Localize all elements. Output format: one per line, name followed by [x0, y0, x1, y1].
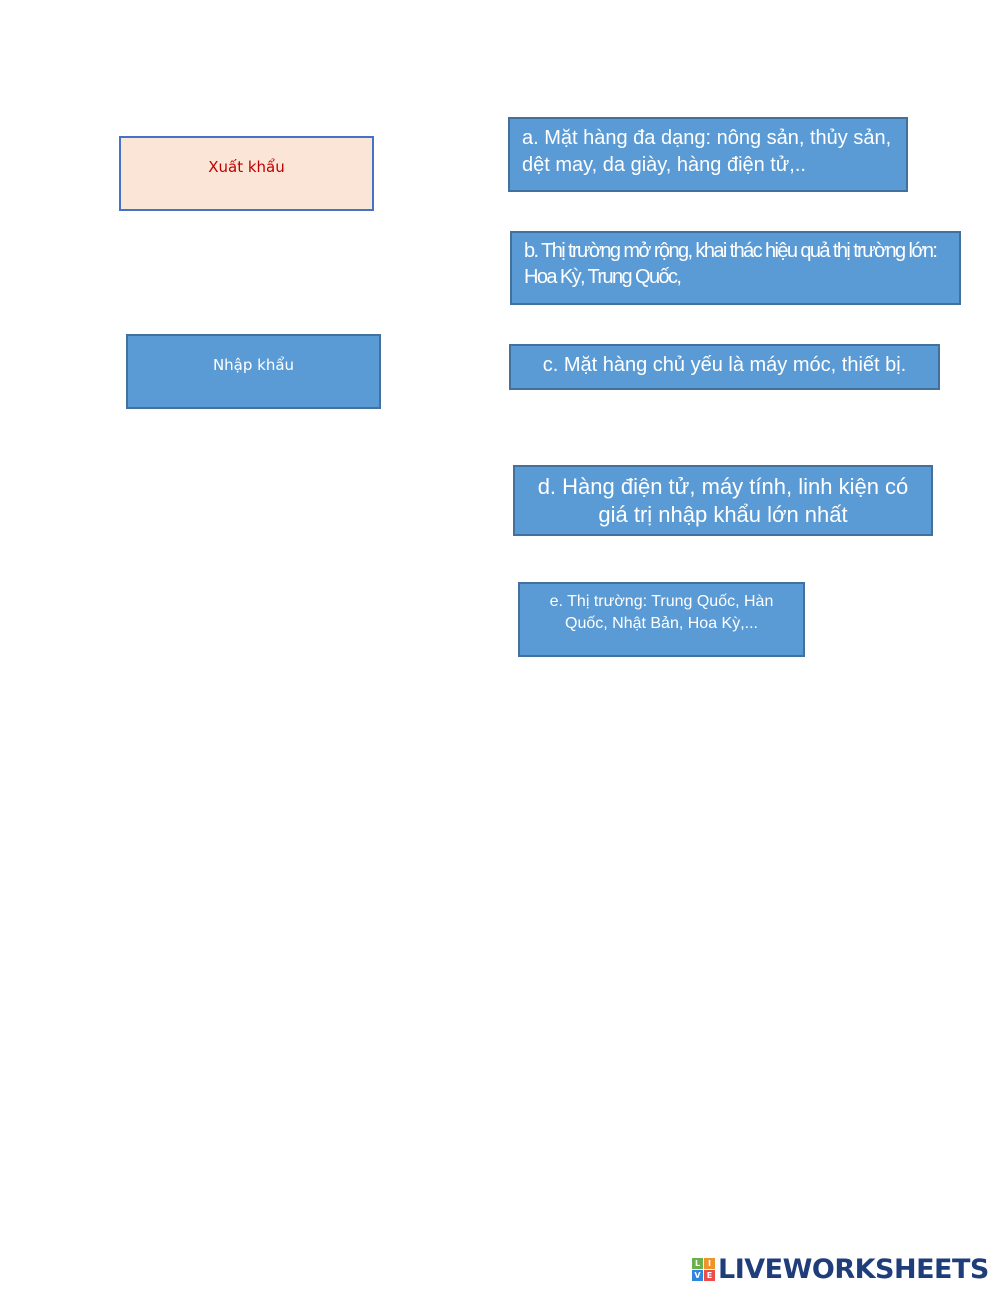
- logo-tile: V: [692, 1270, 703, 1281]
- drop-target-export-label: Xuất khẩu: [208, 158, 285, 176]
- drop-target-import[interactable]: [126, 334, 381, 409]
- option-e-text: e. Thị trường: Trung Quốc, Hàn Quốc, Nhật Bản, Hoa Kỳ,...: [549, 593, 774, 632]
- draggable-option-d[interactable]: [513, 465, 933, 536]
- logo-tile: I: [704, 1258, 715, 1269]
- draggable-option-c[interactable]: [509, 344, 940, 390]
- drop-target-export[interactable]: [119, 136, 374, 211]
- drop-target-import-label: Nhập khẩu: [212, 356, 295, 374]
- logo-mark-icon: [692, 1258, 715, 1281]
- draggable-option-a[interactable]: [508, 117, 908, 192]
- logo-tile: L: [692, 1258, 703, 1269]
- logo-tile: E: [704, 1270, 715, 1281]
- option-a-text: a. Mặt hàng đa dạng: nông sản, thủy sản, dệt may, da giày, hàng điện tử,..: [522, 127, 892, 176]
- liveworksheets-logo: [692, 1254, 989, 1284]
- option-d-text: d. Hàng điện tử, máy tính, linh kiện có giá trị nhập khẩu lớn nhất: [537, 474, 909, 527]
- option-c-text: c. Mặt hàng chủ yếu là máy móc, thiết bị.: [542, 353, 907, 376]
- draggable-option-e[interactable]: [518, 582, 805, 657]
- draggable-option-b[interactable]: [510, 231, 961, 305]
- logo-text: LIVEWORKSHEETS: [718, 1253, 989, 1285]
- option-b-text: b. Thị trường mở rộng, khai thác hiệu quả thị trường lớn: Hoa Kỳ, Trung Quốc,: [524, 240, 937, 288]
